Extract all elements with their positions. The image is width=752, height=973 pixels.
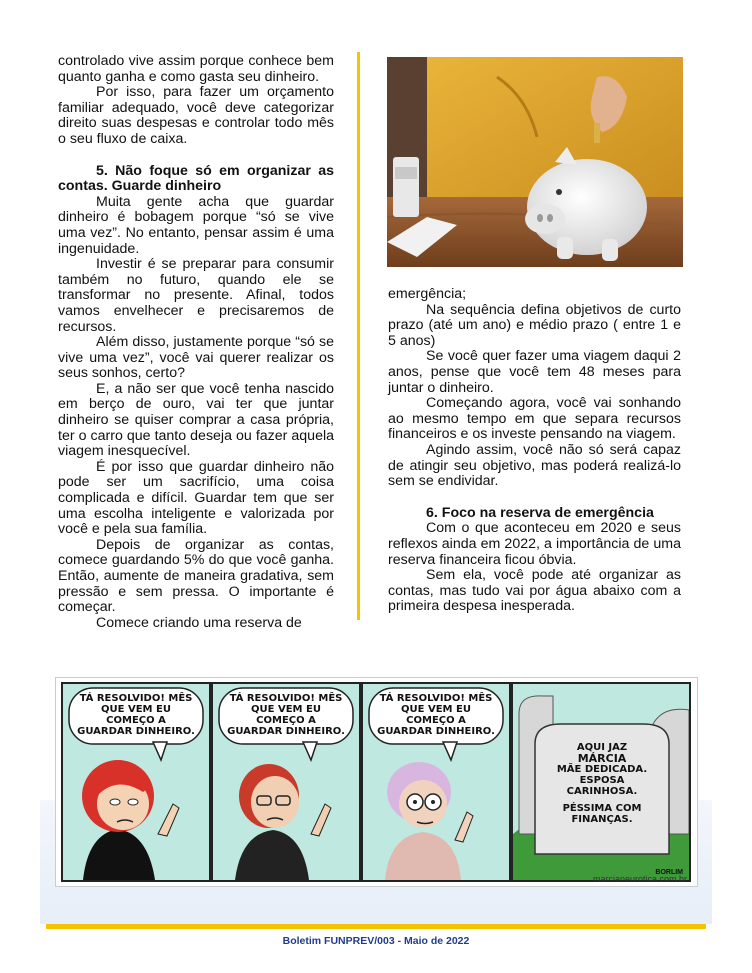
- left-text-column: [58, 54, 334, 631]
- comic-panel-4-tombstone: [511, 682, 691, 882]
- comic-credit: marcianeurotica.com.br: [592, 874, 687, 884]
- paragraph: Investir é se preparar para consumir também no futuro, quando ele se transformar no presente. Afinal, todos vamos envelhecer e precisaremos de recursos.: [58, 256, 334, 335]
- paragraph: Muita gente acha que guardar dinheiro é bobagem porque “só se vive uma vez”. No entanto, pensar assim é uma ingenuidade.: [58, 193, 334, 257]
- paragraph: Além disso, justamente porque “só se vive uma vez”, você vai querer realizar os seus sonhos, certo?: [58, 334, 334, 382]
- paragraph: É por isso que guardar dinheiro não pode ser um sacrifício, uma coisa complicada e difícil. Guardar tem que ser uma escolha inteligente e valorizada por você e pela sua família.: [58, 458, 334, 538]
- section-heading-6: 6. Foco na reserva de emergência: [426, 504, 654, 521]
- comic-panel-3: [361, 682, 511, 882]
- footer-text: Boletim FUNPREV/003 - Maio de 2022: [282, 935, 470, 947]
- paragraph: controlado vive assim porque conhece bem quanto ganha e como gasta seu dinheiro.: [58, 53, 334, 85]
- paragraph: Sem ela, você pode até organizar as contas, mas tudo vai por água abaixo com a primeira despesa inesperada.: [388, 567, 681, 615]
- right-text-column: [388, 287, 681, 615]
- speech-bubble-text: TÁ RESOLVIDO! MÊS QUE VEM EU COMEÇO A GUARDAR DINHEIRO.: [377, 693, 495, 737]
- tombstone-text-line: PÉSSIMA COM FINANÇAS.: [562, 803, 642, 825]
- column-divider: [357, 52, 360, 620]
- tombstone-text-line: AQUI JAZ: [576, 742, 628, 753]
- paragraph: Agindo assim, você não só será capaz de atingir seu objetivo, mas poderá realizá-lo sem se endividar.: [388, 441, 681, 490]
- section-heading-5: 5. Não foque só em organizar as contas. Guarde dinheiro: [58, 162, 334, 195]
- tombstone-text-line: MÃE DEDICADA.: [556, 764, 648, 775]
- paragraph: emergência;: [388, 286, 467, 302]
- comic-panel-2: [211, 682, 361, 882]
- speech-bubble-text: TÁ RESOLVIDO! MÊS QUE VEM EU COMEÇO A GUARDAR DINHEIRO.: [77, 693, 195, 737]
- paragraph: Se você quer fazer uma viagem daqui 2 anos, pense que você tem 48 meses para juntar o dinheiro.: [388, 348, 681, 396]
- comic-strip: [55, 677, 698, 887]
- comic-panel-1: [61, 682, 211, 882]
- paragraph: Comece criando uma reserva de: [96, 614, 302, 631]
- paragraph: E, a não ser que você tenha nascido em berço de ouro, vai ter que juntar dinheiro se quiser comprar a casa própria, ter o carro que tanto deseja ou fazer aquela viagem inesquecível.: [58, 380, 334, 460]
- footer-divider-bar: [46, 924, 706, 929]
- paragraph: Com o que aconteceu em 2020 e seus reflexos ainda em 2022, a importância de uma reserva financeira ficou óbvia.: [388, 520, 681, 568]
- piggy-bank-photo: [387, 57, 683, 267]
- tombstone-name: MÁRCIA: [577, 752, 627, 765]
- tombstone-text-line: ESPOSA CARINHOSA.: [566, 775, 638, 797]
- paragraph: Na sequência defina objetivos de curto prazo (até um ano) e médio prazo ( entre 1 e 5 anos): [388, 301, 681, 349]
- paragraph: Depois de organizar as contas, comece guardando 5% do que você ganha. Então, aumente de maneira gradativa, sem pressão e sem pressa. O importante é começar.: [58, 536, 334, 616]
- paragraph: Por isso, para fazer um orçamento familiar adequado, você deve categorizar direito suas despesas e controlar todo mês o seu fluxo de caixa.: [58, 84, 334, 147]
- speech-bubble-text: TÁ RESOLVIDO! MÊS QUE VEM EU COMEÇO A GUARDAR DINHEIRO.: [227, 693, 345, 737]
- comic-signature: BORLIM: [655, 869, 683, 876]
- paragraph: Começando agora, você vai sonhando ao mesmo tempo em que separa recursos financeiros e os investe pensando na viagem.: [388, 395, 681, 443]
